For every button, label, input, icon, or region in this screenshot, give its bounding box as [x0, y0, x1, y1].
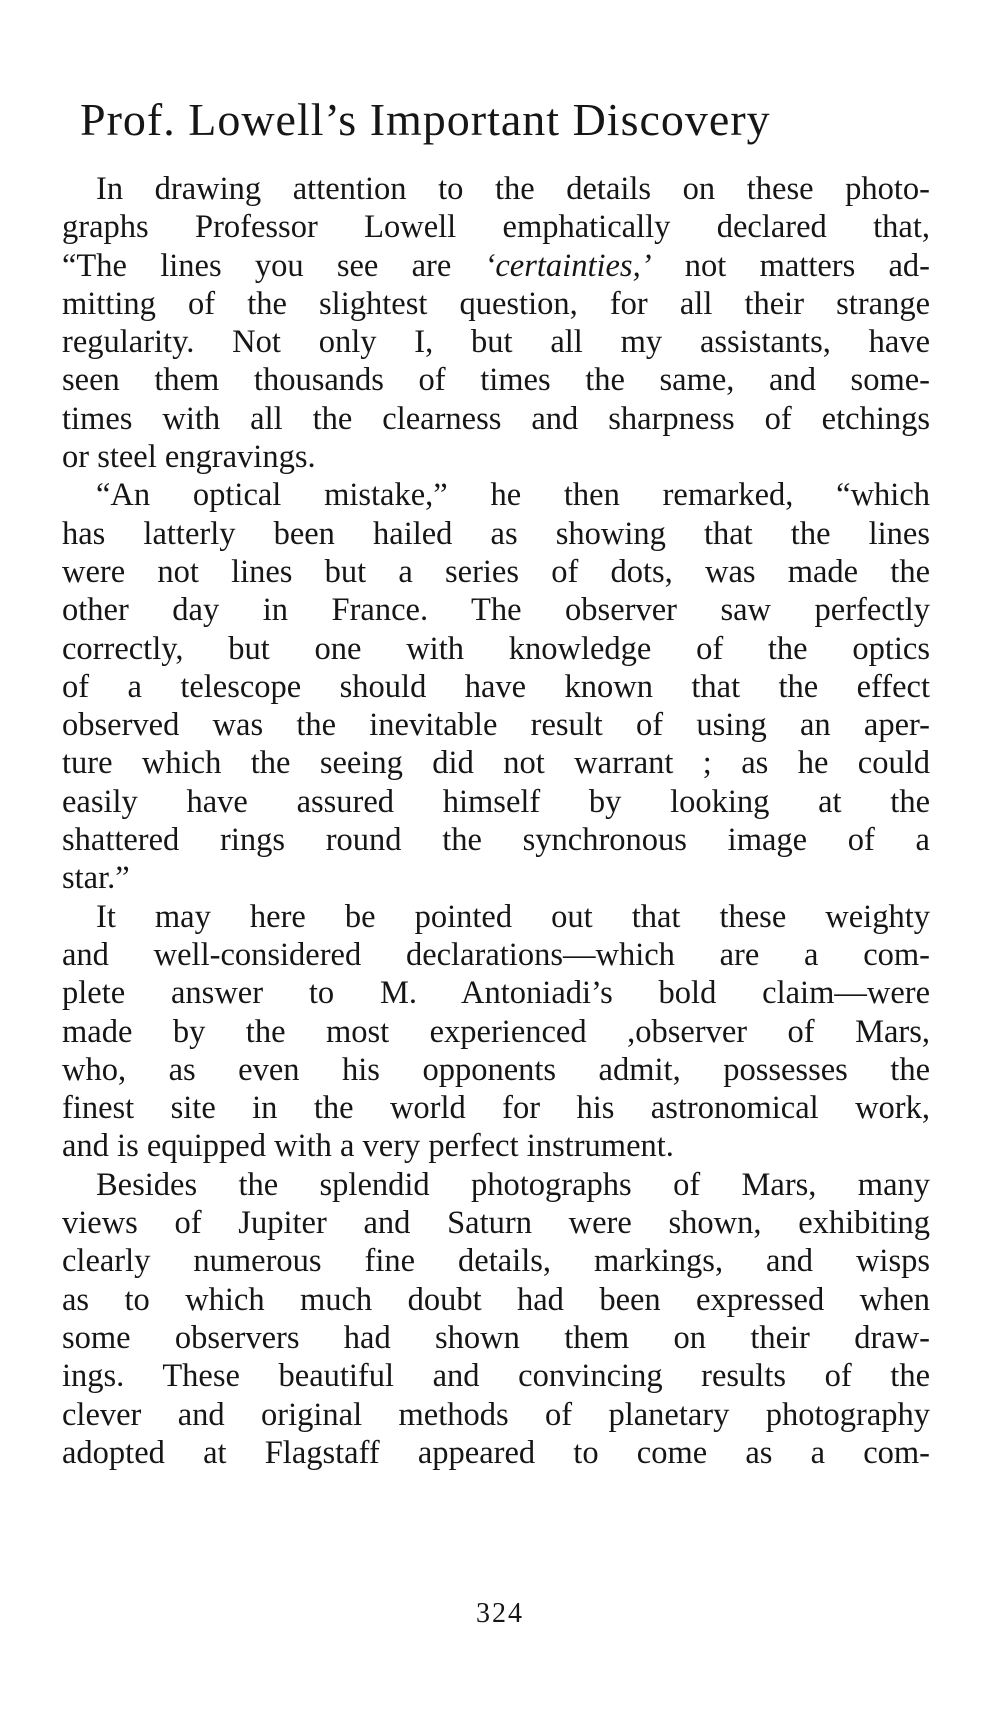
paragraph [62, 1166, 930, 1472]
text-line: made by the most experienced ,observer of Mars, [62, 1013, 930, 1050]
text-line: shattered rings round the synchronous image of a [62, 822, 930, 859]
paragraph [62, 170, 930, 476]
text-line: has latterly been hailed as showing that the lines [62, 515, 930, 552]
text-line: were not lines but a series of dots, was made the [62, 553, 930, 590]
text-line: some observers had shown them on their draw- [62, 1319, 930, 1356]
text-line: “An optical mistake,” he then remarked, “which [96, 477, 930, 514]
text-line: views of Jupiter and Saturn were shown, exhibiting [62, 1205, 930, 1242]
paragraph [62, 898, 930, 1166]
text-line: clearly numerous fine details, markings, and wisps [62, 1243, 930, 1280]
text-line: correctly, but one with knowledge of the optics [62, 630, 930, 667]
paragraph [62, 476, 930, 897]
text-line: adopted at Flagstaff appeared to come as a com- [62, 1434, 930, 1471]
text-line: star.” [62, 860, 130, 897]
page-number: 324 [476, 1598, 524, 1629]
text-line: ings. These beautiful and convincing results of the [62, 1358, 930, 1395]
running-head: Prof. Lowell’s Important Discovery [80, 94, 771, 145]
text-line: graphs Professor Lowell emphatically declared that, [62, 209, 930, 246]
text-line: seen them thousands of times the same, and some- [62, 362, 930, 399]
text-line: mitting of the slightest question, for all their strange [62, 285, 930, 322]
text-line: ture which the seeing did not warrant ; as he could [62, 745, 930, 782]
text-line: observed was the inevitable result of using an aper- [62, 707, 930, 744]
text-line: of a telescope should have known that the effect [62, 668, 930, 705]
text-line: as to which much doubt had been expressed when [62, 1281, 930, 1318]
text-line: and well-considered declarations—which are a com- [62, 936, 930, 973]
text-line: plete answer to M. Antoniadi’s bold claim—were [62, 975, 930, 1012]
text-line: clever and original methods of planetary photography [62, 1396, 930, 1433]
text-line: times with all the clearness and sharpness of etchings [62, 400, 930, 437]
text-line: In drawing attention to the details on these photo- [96, 171, 930, 207]
text-line: or steel engravings. [62, 439, 316, 476]
text-line: regularity. Not only I, but all my assistants, have [62, 324, 930, 361]
text-line: Besides the splendid photographs of Mars, many [96, 1166, 930, 1203]
text-line: “The lines you see are ‘certainties,’ not matters ad- [62, 247, 930, 284]
text-line: and is equipped with a very perfect instrument. [62, 1128, 674, 1165]
text-line: finest site in the world for his astronomical work, [62, 1090, 930, 1127]
text-line: who, as even his opponents admit, possesses the [62, 1051, 930, 1088]
text-line: It may here be pointed out that these weighty [96, 898, 930, 935]
italic-word: ‘certainties,’ [484, 247, 652, 284]
body-text [62, 170, 930, 1472]
text-line: easily have assured himself by looking at the [62, 783, 930, 820]
text-line: other day in France. The observer saw perfectly [62, 592, 930, 629]
